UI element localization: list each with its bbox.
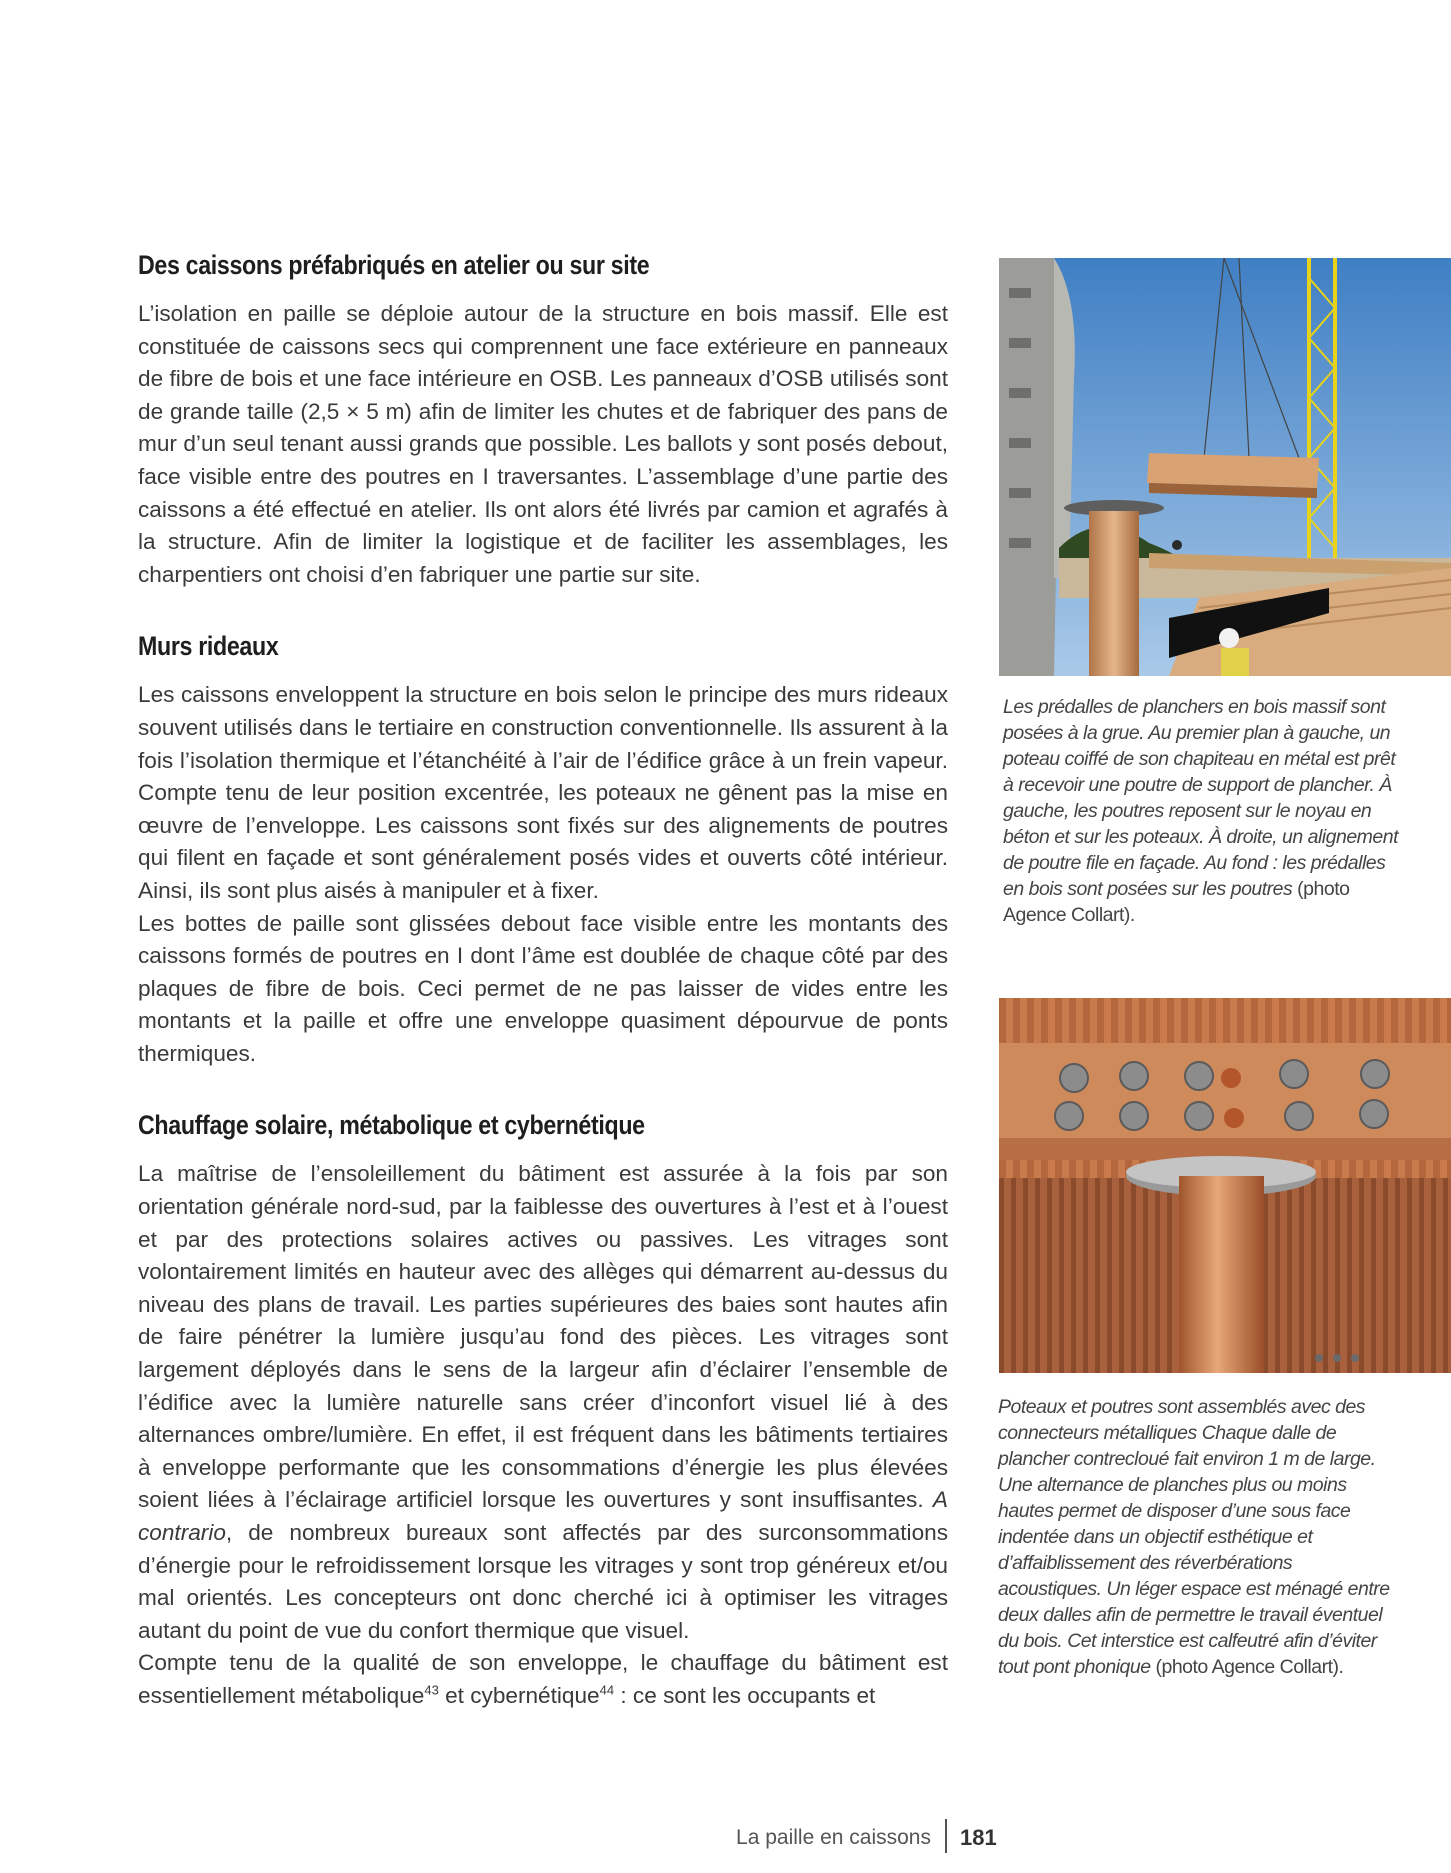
footnote-ref: 44	[599, 1682, 615, 1698]
paragraph: L’isolation en paille se déploie autour de la structure en bois massif. Elle est constituée de caissons secs qui comprennent une face extérieure en panneaux de fibre de bois et une face intérieure en OSB. Les panneaux d’OSB utilisés sont de grande taille (2,5 × 5 m) afin de limiter les chutes et de fabriquer des pans de mur d’un seul tenant aussi grands que possible. Les ballots y sont posés debout, face visible entre des poutres en I traversantes. L’assemblage d’une partie des caissons a été effectué en atelier. Ils ont alors été livrés par camion et agrafés à la structure. Afin de limiter la logistique et de faciliter les assemblages, les charpentiers ont choisi d’en fabriquer une partie sur site.	[138, 301, 948, 587]
section-heading: Murs rideaux	[138, 631, 279, 662]
section-chauffage	[138, 1110, 948, 1712]
caption-text: Les prédalles de planchers en bois massif sont posées à la grue. Au premier plan à gauche, un poteau coiffé de son chapiteau en métal est prêt à recevoir une poutre de support de plancher. À gauche, les poutres reposent sur le noyau en béton et sur les poteaux. À droite, un alignement de poutre file en façade. Au fond : les prédalles en bois sont posées sur les poutres	[1003, 696, 1399, 900]
section-heading: Des caissons préfabriqués en atelier ou sur site	[138, 250, 650, 280]
photo-column-connectors	[999, 998, 1451, 1373]
paragraph-text: et cybernétique	[438, 1682, 600, 1708]
photo-column-connectors-image	[999, 998, 1451, 1373]
photo-caption	[1003, 694, 1403, 928]
main-text-column	[138, 250, 948, 1753]
photo-credit: (photo Agence Collart).	[1003, 878, 1350, 926]
italic-phrase: A contrario	[138, 1487, 948, 1545]
paragraph: Les caissons enveloppent la structure en bois selon le principe des murs rideaux souvent utilisés dans le tertiaire en construction conventionnelle. Ils assurent à la fois l’isolation thermique et l’étanchéité à l’air de l’édifice grâce à un frein vapeur. Compte tenu de leur position excentrée, les poteaux ne gênent pas la mise en œuvre de l’enveloppe. Les caissons sont fixés sur des alignements de poutres qui filent en façade et sont généralement posés vides et ouverts côté intérieur. Ainsi, ils sont plus aisés à manipuler et à fixer.	[138, 682, 948, 903]
paragraph-text: , de nombreux bureaux sont affectés par des surconsommations d’énergie pour le refroidissement lorsque les vitrages y sont trop généreux et/ou mal orientés. Les concepteurs ont donc cherché ici à optimiser les vitrages autant du point de vue du confort thermique que visuel.	[138, 1520, 948, 1643]
footer-divider	[945, 1819, 947, 1853]
photo-caption	[998, 1394, 1398, 1680]
paragraph	[138, 1158, 948, 1647]
photo-construction-crane-image	[999, 258, 1451, 676]
page-footer	[0, 1818, 1451, 1858]
section-heading: Chauffage solaire, métabolique et cybernétique	[138, 1110, 645, 1141]
paragraph	[138, 1647, 948, 1712]
paragraph-text: Compte tenu de la qualité de son enveloppe, le chauffage du bâtiment est essentiellement métabolique	[138, 1650, 948, 1708]
paragraph-text: : ce sont les occupants et	[614, 1682, 876, 1708]
photo-construction-crane	[999, 258, 1451, 676]
page-number: 181	[960, 1825, 997, 1850]
caption-text: Poteaux et poutres sont assemblés avec des connecteurs métalliques Chaque dalle de plancher contrecloué fait environ 1 m de large. Une alternance de planches plus ou moins hautes permet de disposer d’une sous face indentée dans un objectif esthétique et d’affaiblissement des réverbérations acoustiques. Un léger espace est ménagé entre deux dalles afin de permettre le travail éventuel du bois. Cet interstice est calfeutré afin d’éviter tout pont phonique	[998, 1396, 1390, 1678]
running-title: La paille en caissons	[736, 1826, 931, 1849]
section-murs-rideaux	[138, 631, 948, 1070]
section-caissons	[138, 250, 948, 591]
paragraph: Les bottes de paille sont glissées debout face visible entre les montants des caissons formés de poutres en I dont l’âme est doublée de chaque côté par des plaques de fibre de bois. Ceci permet de ne pas laisser de vides entre les montants et la paille et offre une enveloppe quasiment dépourvue de ponts thermiques.	[138, 910, 948, 1066]
photo-credit: (photo Agence Collart).	[1150, 1656, 1344, 1678]
paragraph-text: La maîtrise de l’ensoleillement du bâtiment est assurée à la fois par son orientation générale nord-sud, par la faiblesse des ouvertures à l’est et à l’ouest et par des protections solaires actives ou passives. Les vitrages sont volontairement limités en hauteur avec des allèges qui démarrent au-dessus du niveau des plans de travail. Les parties supérieures des baies sont hautes afin de faire pénétrer la lumière jusqu’au fond des pièces. Les vitrages sont largement déployés dans le sens de la largeur afin d’éclairer l’ensemble de l’édifice avec la lumière naturelle sans créer d’inconfort visuel lié à des alternances ombre/lumière. En effet, il est fréquent dans les bâtiments tertiaires à enveloppe performante que les consommations d’énergie les plus élevées soient liées à l’éclairage artificiel lorsque les ouvertures y sont insuffisantes.	[138, 1161, 948, 1513]
footnote-ref: 43	[424, 1682, 439, 1698]
